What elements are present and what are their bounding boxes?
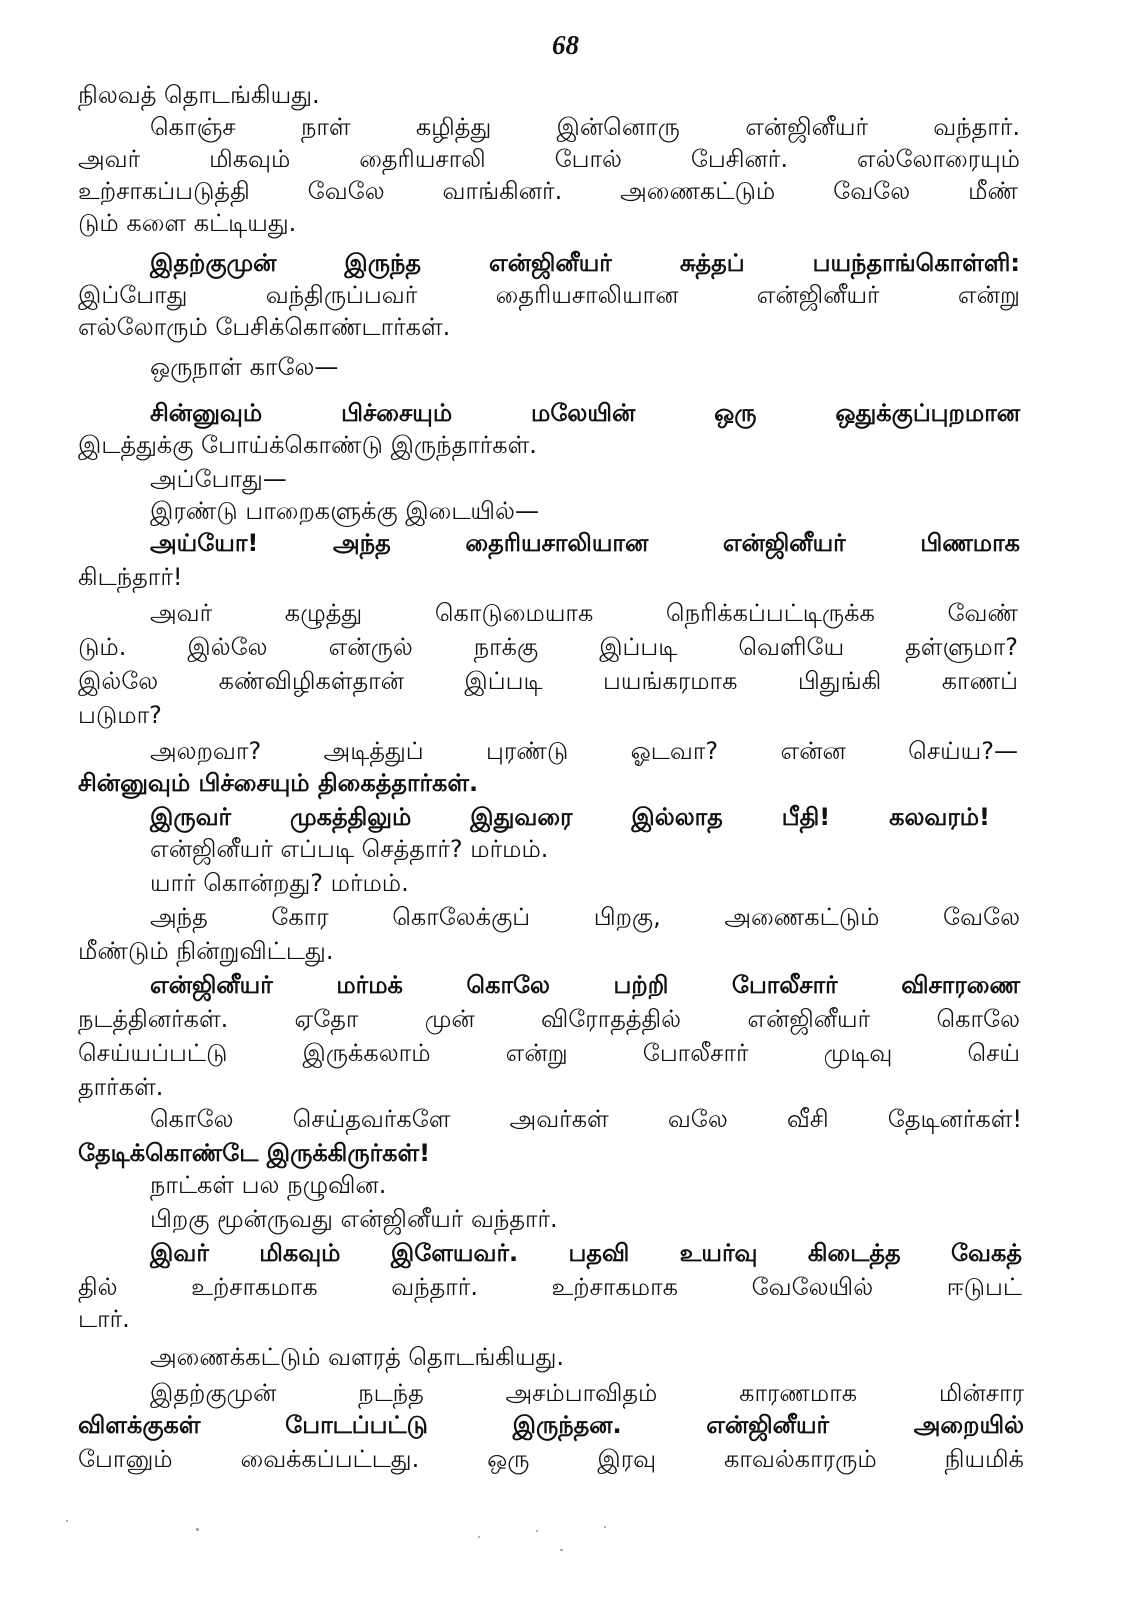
text-line: கொஞ்ச நாள் கழித்து இன்னொரு என்ஜினீயர் வந்தார். bbox=[150, 113, 1020, 141]
text-line: நாட்கள் பல நழுவின. bbox=[150, 1171, 387, 1199]
scan-speck bbox=[536, 1530, 538, 1532]
text-line: இதற்குமுன் நடந்த அசம்பாவிதம் காரணமாக மின்சார bbox=[150, 1379, 1024, 1407]
text-line: அந்த கோர கொலேக்குப் பிறகு, அணைகட்டும் வேலே bbox=[150, 903, 1020, 931]
text-line: இதற்குமுன் இருந்த என்ஜினீயர் சுத்தப் பயந்தாங்கொள்ளி: bbox=[150, 249, 1020, 277]
text-line: தில் உற்சாகமாக வந்தார். உற்சாகமாக வேலேயில் ஈடுபட் bbox=[78, 1273, 1022, 1301]
text-line: நடத்தினர்கள். ஏதோ முன் விரோதத்தில் என்ஜினீயர் கொலே bbox=[78, 1005, 1021, 1033]
text-line: டார். bbox=[78, 1305, 130, 1333]
text-line: அய்யோ! அந்த தைரியசாலியான என்ஜினீயர் பிணமாக bbox=[150, 529, 1020, 557]
text-line: ஒருநாள் காலே— bbox=[150, 353, 339, 381]
text-line: படுமா? bbox=[78, 701, 162, 729]
text-line: இல்லே கண்விழிகள்தான் இப்படி பயங்கரமாக பிதுங்கி காணப் bbox=[78, 667, 1018, 695]
text-line: அணைக்கட்டும் வளரத் தொடங்கியது. bbox=[150, 1343, 565, 1371]
text-line: இப்போது வந்திருப்பவர் தைரியசாலியான என்ஜினீயர் என்று bbox=[78, 281, 1020, 309]
text-line: அலறவா? அடித்துப் புரண்டு ஓடவா? என்ன செய்ய?— bbox=[150, 737, 1018, 765]
text-line: யார் கொன்றது? மர்மம். bbox=[150, 869, 409, 897]
text-line: பிறகு மூன்ருவது என்ஜினீயர் வந்தார். bbox=[150, 1205, 558, 1233]
text-line: அவர் மிகவும் தைரியசாலி போல் பேசினர். எல்லோரையும் bbox=[78, 145, 1020, 173]
text-line: என்ஜினீயர் எப்படி செத்தார்? மர்மம். bbox=[150, 835, 549, 863]
text-line: போனும் வைக்கப்பட்டது. ஒரு இரவு காவல்காரரும் நியமிக் bbox=[78, 1445, 1024, 1473]
text-line: எல்லோரும் பேசிக்கொண்டார்கள். bbox=[78, 313, 451, 341]
text-line: சின்னுவும் பிச்சையும் மலேயின் ஒரு ஒதுக்குப்புறமான bbox=[150, 399, 1020, 427]
text-line: உற்சாகப்படுத்தி வேலே வாங்கினர். அணைகட்டும் வேலே மீண் bbox=[78, 177, 1018, 205]
text-line: இடத்துக்கு போய்க்கொண்டு இருந்தார்கள். bbox=[78, 431, 537, 459]
text-line: தேடிக்கொண்டே இருக்கிருர்கள்! bbox=[78, 1139, 431, 1167]
text-line: இருவர் முகத்திலும் இதுவரை இல்லாத பீதி! கலவரம்! bbox=[150, 803, 990, 831]
text-line: அவர் கழுத்து கொடுமையாக நெரிக்கப்பட்டிருக்க வேண் bbox=[150, 599, 1018, 627]
text-line: நிலவத் தொடங்கியது. bbox=[78, 81, 320, 109]
text-line: இரண்டு பாறைகளுக்கு இடையில்— bbox=[150, 497, 539, 525]
text-line: டும். இல்லே என்ருல் நாக்கு இப்படி வெளியே தள்ளுமா? bbox=[78, 633, 1018, 661]
text-line: இவர் மிகவும் இளேயவர். பதவி உயர்வு கிடைத்த வேகத் bbox=[150, 1239, 1022, 1267]
text-line: கொலே செய்தவர்களே அவர்கள் வலே வீசி தேடினர்கள்! bbox=[150, 1105, 1022, 1133]
text-line: டும் களை கட்டியது. bbox=[78, 209, 297, 237]
text-line: என்ஜினீயர் மர்மக் கொலே பற்றி போலீசார் விசாரணை bbox=[150, 971, 1020, 999]
text-line: விளக்குகள் போடப்பட்டு இருந்தன. என்ஜினீயர் அறையில் bbox=[78, 1411, 1024, 1439]
scan-speck bbox=[560, 1549, 563, 1551]
scan-speck bbox=[66, 1520, 68, 1522]
text-line: செய்யப்பட்டு இருக்கலாம் என்று போலீசார் முடிவு செய் bbox=[78, 1039, 1020, 1067]
text-line: சின்னுவும் பிச்சையும் திகைத்தார்கள். bbox=[78, 769, 479, 797]
text-line: தார்கள். bbox=[78, 1073, 164, 1101]
text-line: அப்போது— bbox=[150, 465, 287, 493]
scan-speck bbox=[196, 1528, 199, 1531]
text-line: கிடந்தார்! bbox=[78, 563, 183, 591]
scan-speck bbox=[604, 1526, 606, 1528]
scan-speck bbox=[478, 1536, 480, 1538]
page-number: 68 bbox=[552, 30, 579, 60]
text-line: மீண்டும் நின்றுவிட்டது. bbox=[78, 937, 334, 965]
